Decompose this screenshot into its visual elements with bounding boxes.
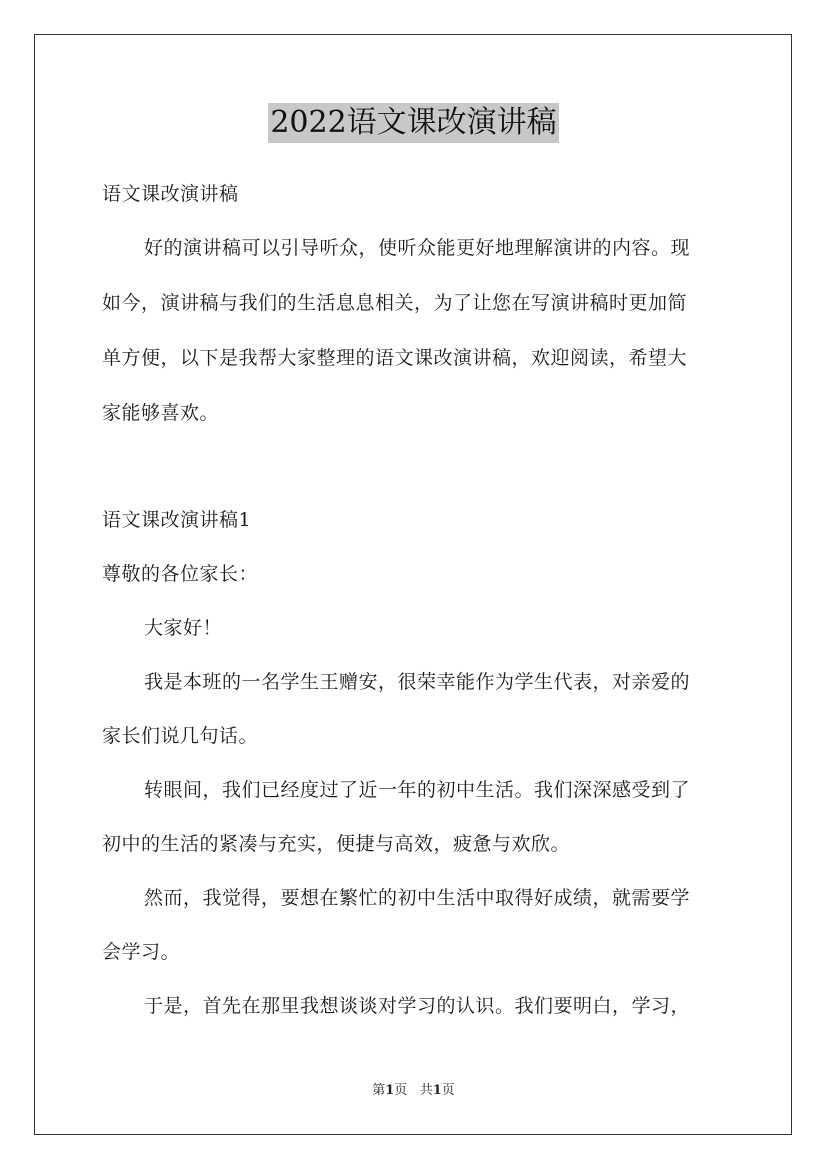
paragraph-line: 家长们说几句话。 xyxy=(102,725,259,747)
paragraph-line: 于是，首先在那里我想谈谈对学习的认识。我们要明白，学习， xyxy=(144,995,691,1017)
total-prefix: 共 xyxy=(419,1083,433,1098)
paragraph-line: 转眼间，我们已经度过了近一年的初中生活。我们深深感受到了 xyxy=(144,779,691,801)
page-prefix: 第 xyxy=(372,1083,386,1098)
document-title: 2022语文课改演讲稿 xyxy=(268,103,558,143)
salutation: 尊敬的各位家长： xyxy=(102,563,259,585)
total-pages: 1 xyxy=(432,1083,442,1098)
page-suffix: 页 xyxy=(394,1083,408,1098)
paragraph-line: 单方便，以下是我帮大家整理的语文课改演讲稿，欢迎阅读，希望大 xyxy=(102,347,688,369)
paragraph-line: 家能够喜欢。 xyxy=(102,402,220,424)
paragraph-line: 如今，演讲稿与我们的生活息息相关，为了让您在写演讲稿时更加简 xyxy=(102,292,688,314)
paragraph-line: 会学习。 xyxy=(102,941,181,963)
greeting: 大家好！ xyxy=(144,617,223,639)
paragraph-line: 初中的生活的紧凑与充实，便捷与高效，疲惫与欢欣。 xyxy=(102,833,571,855)
section-heading: 语文课改演讲稿1 xyxy=(102,509,252,531)
page-footer xyxy=(0,1082,827,1100)
paragraph-line: 好的演讲稿可以引导听众，使听众能更好地理解演讲的内容。现 xyxy=(144,237,691,259)
total-suffix: 页 xyxy=(441,1083,455,1098)
section-heading: 语文课改演讲稿 xyxy=(102,183,239,205)
paragraph-line: 然而，我觉得，要想在繁忙的初中生活中取得好成绩，就需要学 xyxy=(144,887,691,909)
page-number: 1 xyxy=(385,1083,395,1098)
paragraph-line: 我是本班的一名学生王赠安，很荣幸能作为学生代表，对亲爱的 xyxy=(144,671,691,693)
title-container xyxy=(0,103,827,143)
